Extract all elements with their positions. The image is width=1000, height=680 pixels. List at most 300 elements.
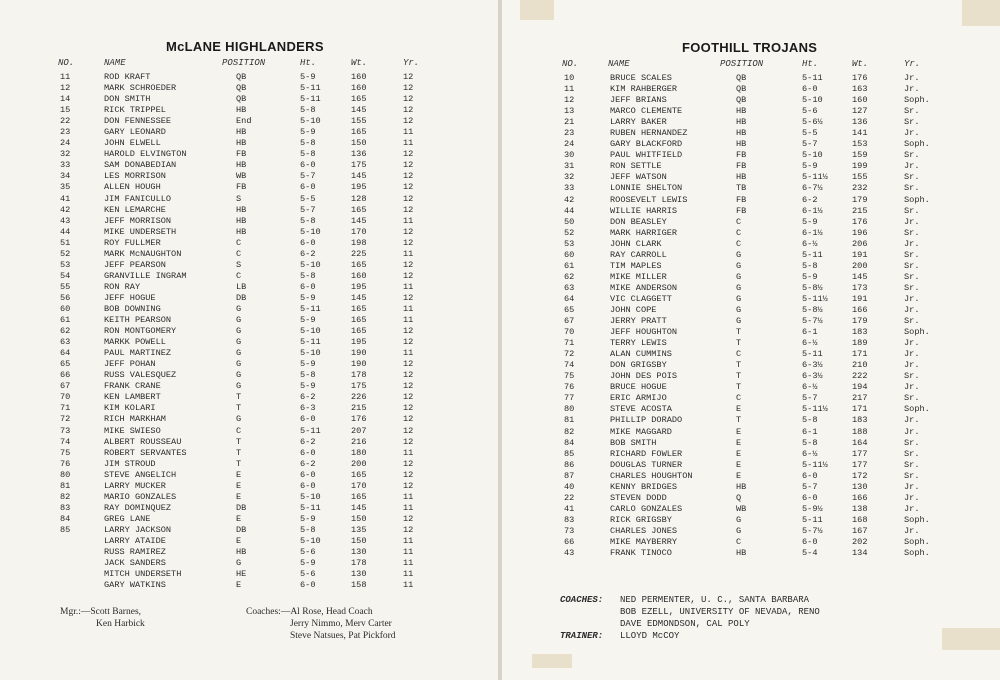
player-year: Sr. <box>904 271 920 282</box>
player-position: HB <box>236 105 247 116</box>
player-position: HB <box>736 117 747 128</box>
player-weight: 160 <box>351 72 367 82</box>
player-height: 6-0 <box>300 469 316 480</box>
player-name: LARRY MUCKER <box>104 480 166 491</box>
player-height: 6-2 <box>300 248 316 259</box>
right-coach-3: DAVE EDMONDSON, CAL POLY <box>620 619 750 629</box>
player-name: JIM FANICULLO <box>104 193 172 204</box>
player-weight: 171 <box>852 404 868 415</box>
player-year: Sr. <box>904 205 920 216</box>
player-position: G <box>236 558 242 569</box>
player-weight: 158 <box>351 580 367 591</box>
player-position: C <box>236 425 242 436</box>
roster-row <box>0 492 498 503</box>
roster-row <box>0 337 498 348</box>
player-height: 5-11 <box>300 502 321 513</box>
player-year: 11 <box>403 348 414 359</box>
player-height: 5-7½ <box>802 525 823 536</box>
player-number: 34 <box>60 171 71 182</box>
player-position: FB <box>736 161 747 172</box>
player-name: ROY FULLMER <box>104 237 161 248</box>
player-weight: 165 <box>351 491 367 502</box>
player-height: 5-8 <box>802 415 818 426</box>
player-year: Sr. <box>904 393 920 404</box>
player-name: CARLO GONZALES <box>610 503 683 514</box>
roster-row <box>0 171 498 182</box>
player-weight: 130 <box>351 569 367 580</box>
player-number: 22 <box>564 492 575 503</box>
player-height: 5-9 <box>300 558 316 569</box>
player-weight: 136 <box>852 117 868 128</box>
player-year: Jr. <box>904 73 920 83</box>
player-position: HB <box>736 106 747 117</box>
player-position: HB <box>736 548 747 559</box>
player-position: HE <box>236 569 247 580</box>
player-position: HB <box>236 215 247 226</box>
player-name: BOB DOWNING <box>104 303 161 314</box>
player-height: 5-10 <box>300 348 321 359</box>
roster-row <box>502 371 1000 382</box>
roster-row <box>502 150 1000 161</box>
left-team-title: McLANE HIGHLANDERS <box>166 39 324 54</box>
player-name: STEVE ACOSTA <box>610 404 672 415</box>
player-number: 75 <box>564 371 575 382</box>
player-year: Jr. <box>904 349 920 360</box>
player-number: 82 <box>60 491 71 502</box>
player-weight: 166 <box>852 304 868 315</box>
player-number: 50 <box>564 216 575 227</box>
player-year: 11 <box>403 569 414 580</box>
player-weight: 202 <box>852 536 868 547</box>
player-number: 70 <box>564 327 575 338</box>
player-height: 5-6 <box>300 569 316 580</box>
left-coaches-line1: Coaches:—Al Rose, Head Coach <box>246 607 373 617</box>
roster-row <box>0 558 498 569</box>
player-height: 5-8 <box>300 370 316 381</box>
tape-mark <box>942 628 1000 650</box>
player-weight: 198 <box>351 237 367 248</box>
roster-row <box>502 404 1000 415</box>
player-weight: 167 <box>852 525 868 536</box>
player-height: 6-2 <box>300 458 316 469</box>
player-name: RUBEN HERNANDEZ <box>610 128 688 139</box>
player-position: HB <box>736 128 747 139</box>
player-height: 5-8 <box>300 270 316 281</box>
player-name: FRANK CRANE <box>104 381 161 392</box>
roster-row <box>502 183 1000 194</box>
player-weight: 165 <box>351 204 367 215</box>
player-year: 12 <box>403 513 414 524</box>
roster-row <box>0 94 498 105</box>
player-name: MIKE ANDERSON <box>610 282 678 293</box>
roster-row <box>502 106 1000 117</box>
player-name: ROBERT SERVANTES <box>104 447 187 458</box>
right-team-title: FOOTHILL TROJANS <box>682 40 818 55</box>
player-position: C <box>236 248 242 259</box>
player-number: 62 <box>60 326 71 337</box>
player-weight: 170 <box>351 480 367 491</box>
player-year: 12 <box>403 105 414 116</box>
player-year: Jr. <box>904 238 920 249</box>
player-name: JERRY PRATT <box>610 316 667 327</box>
player-height: 5-7 <box>802 139 818 150</box>
player-position: FB <box>236 182 247 193</box>
player-year: Sr. <box>904 282 920 293</box>
player-year: Sr. <box>904 227 920 238</box>
player-position: QB <box>236 83 247 94</box>
player-height: 5-9 <box>300 513 316 524</box>
roster-row <box>502 493 1000 504</box>
player-year: Soph. <box>904 548 930 559</box>
player-name: ALLEN HOUGH <box>104 182 161 193</box>
player-year: 11 <box>403 303 414 314</box>
player-year: Soph. <box>904 327 930 338</box>
player-height: 5-7 <box>802 393 818 404</box>
roster-row <box>502 415 1000 426</box>
player-height: 5-9 <box>300 292 316 303</box>
player-year: Jr. <box>904 216 920 227</box>
player-position: T <box>236 447 242 458</box>
player-height: 5-11 <box>802 349 823 360</box>
roster-row <box>0 547 498 558</box>
roster-row <box>0 293 498 304</box>
player-position: T <box>736 327 742 338</box>
tape-mark <box>962 0 1000 26</box>
player-height: 5-10 <box>300 535 321 546</box>
player-year: 12 <box>403 226 414 237</box>
player-weight: 168 <box>852 514 868 525</box>
right-trainer-label: TRAINER: <box>560 631 604 641</box>
roster-row <box>0 138 498 149</box>
roster-row <box>502 84 1000 95</box>
roster-row <box>0 271 498 282</box>
player-position: C <box>236 237 242 248</box>
player-number: 24 <box>564 139 575 150</box>
player-name: DON SMITH <box>104 94 151 105</box>
player-weight: 175 <box>351 160 367 171</box>
player-position: WB <box>736 503 747 514</box>
roster-row <box>0 514 498 525</box>
player-height: 5-8 <box>300 524 316 535</box>
player-weight: 145 <box>852 271 868 282</box>
roster-row <box>0 569 498 580</box>
player-weight: 172 <box>852 470 868 481</box>
player-year: 11 <box>403 447 414 458</box>
player-year: 12 <box>403 458 414 469</box>
player-weight: 153 <box>852 139 868 150</box>
player-number: 11 <box>564 84 575 95</box>
player-number: 61 <box>60 315 71 326</box>
player-weight: 150 <box>351 513 367 524</box>
player-year: 11 <box>403 502 414 513</box>
player-year: Jr. <box>904 525 920 536</box>
player-weight: 165 <box>351 303 367 314</box>
player-position: G <box>736 293 742 304</box>
roster-row <box>502 327 1000 338</box>
player-height: 5-11 <box>300 83 321 94</box>
player-height: 5-11 <box>300 94 321 105</box>
player-position: G <box>236 326 242 337</box>
roster-row <box>0 216 498 227</box>
player-number: 32 <box>564 172 575 183</box>
player-number: 33 <box>564 183 575 194</box>
player-name: MARK HARRIGER <box>610 227 678 238</box>
player-position: E <box>236 491 242 502</box>
player-name: RICHARD FOWLER <box>610 448 683 459</box>
player-name: BRUCE SCALES <box>610 73 672 83</box>
player-height: 5-11 <box>802 514 823 525</box>
player-year: 12 <box>403 204 414 215</box>
player-name: KEN LEMARCHE <box>104 204 166 215</box>
player-year: 11 <box>403 315 414 326</box>
player-position: FB <box>736 194 747 205</box>
player-weight: 191 <box>852 293 868 304</box>
roster-row <box>502 504 1000 515</box>
player-name: JEFF BRIANS <box>610 95 667 106</box>
player-weight: 166 <box>852 492 868 503</box>
player-position: C <box>736 349 742 360</box>
player-number: 72 <box>564 349 575 360</box>
player-year: 11 <box>403 580 414 591</box>
player-height: 5-11 <box>300 337 321 348</box>
player-number: 43 <box>564 548 575 559</box>
player-name: JOHN DES POIS <box>610 371 678 382</box>
left-header-position: POSITION <box>222 58 266 68</box>
right-coach-1: NED PERMENTER, U. C., SANTA BARBARA <box>620 595 810 605</box>
player-name: RICK GRIGSBY <box>610 514 672 525</box>
player-year: Sr. <box>904 371 920 382</box>
player-year: 12 <box>403 292 414 303</box>
player-weight: 141 <box>852 128 868 139</box>
player-number: 80 <box>564 404 575 415</box>
player-position: E <box>736 448 742 459</box>
player-year: 12 <box>403 116 414 127</box>
player-year: Sr. <box>904 117 920 128</box>
player-height: 5-11½ <box>802 293 828 304</box>
player-weight: 165 <box>351 326 367 337</box>
player-position: HB <box>236 204 247 215</box>
player-height: 5-7½ <box>802 316 823 327</box>
player-name: JEFF PEARSON <box>104 259 166 270</box>
player-weight: 165 <box>351 315 367 326</box>
roster-row <box>0 260 498 271</box>
player-weight: 189 <box>852 338 868 349</box>
player-weight: 199 <box>852 161 868 172</box>
player-weight: 150 <box>351 535 367 546</box>
roster-row <box>502 316 1000 327</box>
player-name: MARIO GONZALES <box>104 491 177 502</box>
player-position: E <box>736 437 742 448</box>
player-height: 5-9½ <box>802 503 823 514</box>
player-height: 5-9 <box>300 72 316 82</box>
player-year: 12 <box>403 149 414 160</box>
player-height: 5-10 <box>300 116 321 127</box>
player-number: 14 <box>60 94 71 105</box>
roster-row <box>502 239 1000 250</box>
player-number: 70 <box>60 392 71 403</box>
player-number: 53 <box>564 238 575 249</box>
roster-row <box>502 548 1000 559</box>
player-name: LARRY BAKER <box>610 117 667 128</box>
player-height: 6-3½ <box>802 360 823 371</box>
right-coach-2: BOB EZELL, UNIVERSITY OF NEVADA, RENO <box>620 607 820 617</box>
roster-row <box>502 95 1000 106</box>
player-number: 12 <box>564 95 575 106</box>
player-weight: 178 <box>351 558 367 569</box>
player-height: 5-9 <box>300 315 316 326</box>
roster-row <box>0 249 498 260</box>
player-height: 5-8½ <box>802 304 823 315</box>
player-position: G <box>236 359 242 370</box>
player-name: BRUCE HOGUE <box>610 382 667 393</box>
player-year: Soph. <box>904 95 930 106</box>
player-number: 74 <box>60 436 71 447</box>
player-name: DON GRIGSBY <box>610 360 667 371</box>
player-position: T <box>236 392 242 403</box>
player-height: 6-0 <box>300 237 316 248</box>
player-height: 5-10 <box>300 226 321 237</box>
roster-row <box>502 128 1000 139</box>
player-position: G <box>736 525 742 536</box>
player-height: 5-9 <box>802 216 818 227</box>
player-year: 12 <box>403 425 414 436</box>
player-number: 52 <box>60 248 71 259</box>
player-position: T <box>736 382 742 393</box>
player-weight: 206 <box>852 238 868 249</box>
player-weight: 200 <box>852 260 868 271</box>
player-weight: 217 <box>852 393 868 404</box>
player-year: Jr. <box>904 338 920 349</box>
player-name: MARK SCHROEDER <box>104 83 177 94</box>
player-number: 23 <box>60 127 71 138</box>
player-weight: 188 <box>852 426 868 437</box>
player-height: 5-10 <box>802 95 823 106</box>
right-header-yr: Yr. <box>904 59 921 69</box>
player-number: 52 <box>564 227 575 238</box>
player-height: 5-8 <box>300 105 316 116</box>
player-name: GREG LANE <box>104 513 151 524</box>
player-position: G <box>736 249 742 260</box>
roster-row <box>0 481 498 492</box>
player-weight: 179 <box>852 316 868 327</box>
player-number: 74 <box>564 360 575 371</box>
tape-mark <box>532 654 572 668</box>
player-position: WB <box>236 171 247 182</box>
player-number: 42 <box>60 204 71 215</box>
player-height: 5-11 <box>300 303 321 314</box>
roster-row <box>502 228 1000 239</box>
player-position: C <box>736 238 742 249</box>
player-height: 6-½ <box>802 238 818 249</box>
player-position: S <box>236 259 242 270</box>
player-height: 5-5 <box>802 128 818 139</box>
player-height: 5-8 <box>802 260 818 271</box>
roster-row <box>0 227 498 238</box>
roster-row <box>502 73 1000 84</box>
player-number: 66 <box>60 370 71 381</box>
player-number: 64 <box>564 293 575 304</box>
player-height: 6-3 <box>300 403 316 414</box>
player-height: 6-2 <box>300 392 316 403</box>
player-position: HB <box>236 547 247 558</box>
player-year: Sr. <box>904 150 920 161</box>
player-name: PHILLIP DORADO <box>610 415 683 426</box>
player-year: Sr. <box>904 172 920 183</box>
player-height: 5-7 <box>802 481 818 492</box>
player-weight: 176 <box>852 73 868 83</box>
player-year: Jr. <box>904 128 920 139</box>
player-height: 5-11 <box>802 73 823 83</box>
player-position: G <box>736 260 742 271</box>
player-position: FB <box>736 205 747 216</box>
player-position: G <box>236 381 242 392</box>
player-position: G <box>236 370 242 381</box>
player-weight: 165 <box>351 94 367 105</box>
player-weight: 165 <box>351 127 367 138</box>
player-number: 24 <box>60 138 71 149</box>
player-year: 12 <box>403 94 414 105</box>
player-name: DOUGLAS TURNER <box>610 459 683 470</box>
player-weight: 183 <box>852 327 868 338</box>
player-height: 6-2 <box>300 436 316 447</box>
player-height: 6-0 <box>300 414 316 425</box>
player-name: SAM DONABEDIAN <box>104 160 177 171</box>
player-position: FB <box>736 150 747 161</box>
player-year: 12 <box>403 480 414 491</box>
roster-row <box>0 149 498 160</box>
player-position: T <box>236 403 242 414</box>
player-position: C <box>236 270 242 281</box>
player-height: 5-6 <box>802 106 818 117</box>
player-name: LONNIE SHELTON <box>610 183 683 194</box>
player-name: ALAN CUMMINS <box>610 349 672 360</box>
player-year: 12 <box>403 237 414 248</box>
player-name: JEFF MORRISON <box>104 215 172 226</box>
player-year: 12 <box>403 403 414 414</box>
player-name: RICK TRIPPEL <box>104 105 166 116</box>
player-height: 5-10 <box>300 491 321 502</box>
player-name: HAROLD ELVINGTON <box>104 149 187 160</box>
player-weight: 183 <box>852 415 868 426</box>
player-number: 85 <box>60 524 71 535</box>
player-position: E <box>236 513 242 524</box>
player-number: 44 <box>564 205 575 216</box>
player-name: RUSS RAMIREZ <box>104 547 166 558</box>
player-position: G <box>736 316 742 327</box>
player-height: 5-8 <box>300 215 316 226</box>
player-position: QB <box>236 72 247 82</box>
player-name: JEFF HOGUE <box>104 292 156 303</box>
player-name: DON BEASLEY <box>610 216 667 227</box>
player-year: 12 <box>403 381 414 392</box>
player-weight: 159 <box>852 150 868 161</box>
player-name: MARKK POWELL <box>104 337 166 348</box>
player-height: 6-3½ <box>802 371 823 382</box>
roster-row <box>0 326 498 337</box>
player-name: RICH MARKHAM <box>104 414 166 425</box>
roster-row <box>502 305 1000 316</box>
player-number: 32 <box>60 149 71 160</box>
player-height: 6-0 <box>300 447 316 458</box>
roster-row <box>0 426 498 437</box>
player-number: 72 <box>60 414 71 425</box>
roster-row <box>502 515 1000 526</box>
player-position: T <box>736 338 742 349</box>
player-number: 63 <box>564 282 575 293</box>
player-year: Sr. <box>904 106 920 117</box>
player-number: 13 <box>564 106 575 117</box>
player-height: 5-9 <box>300 127 316 138</box>
